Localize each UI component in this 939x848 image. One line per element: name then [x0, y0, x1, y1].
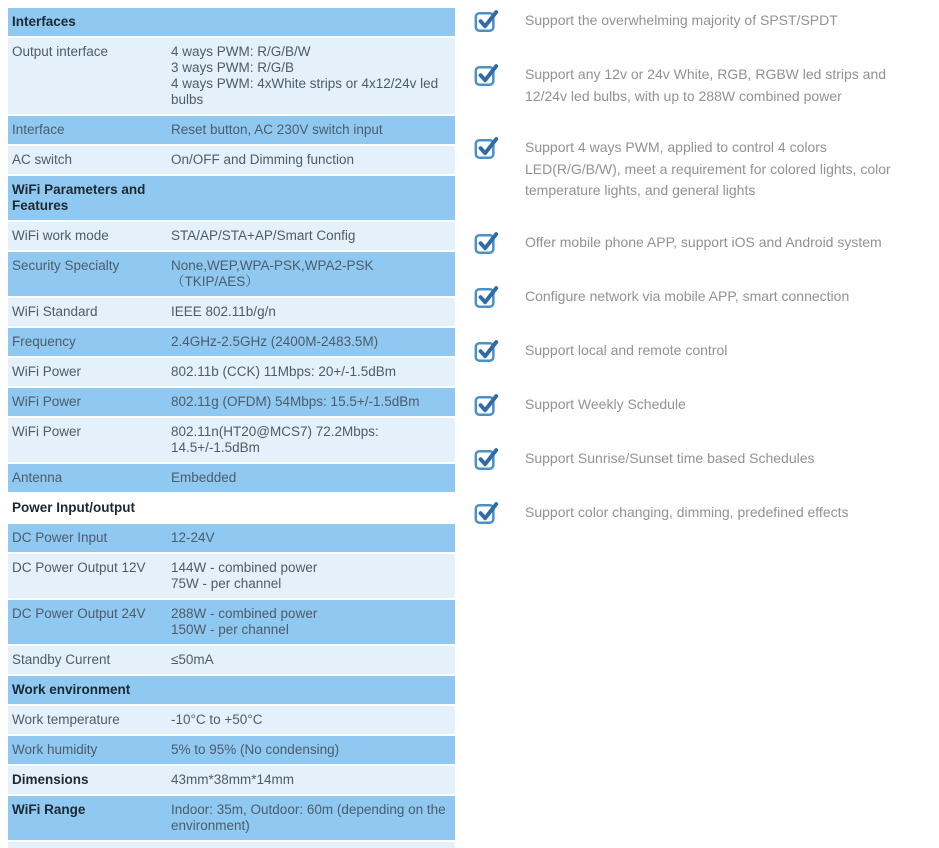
spec-value-line: 144W - combined power	[171, 560, 318, 575]
table-row	[8, 388, 455, 416]
spec-label: DC Power Input	[12, 530, 108, 545]
spec-value-line: None,WEP,WPA-PSK,WPA2-PSK （TKIP/AES）	[171, 258, 374, 289]
spec-label: WiFi Power	[12, 424, 82, 439]
feature-list-item	[473, 62, 939, 107]
table-row	[8, 328, 455, 356]
spec-label: Work temperature	[12, 712, 120, 727]
checked-checkbox-icon	[473, 446, 499, 472]
spec-value	[171, 424, 455, 456]
table-row	[8, 736, 455, 764]
spec-value-line: 12-24V	[171, 530, 215, 545]
spec-value	[171, 742, 455, 758]
spec-value	[171, 802, 455, 834]
spec-label: Antenna	[12, 470, 63, 485]
checked-checkbox-icon	[473, 284, 499, 310]
spec-value-line: 4 ways PWM: R/G/B/W	[171, 44, 311, 59]
spec-value-line: 43mm*38mm*14mm	[171, 772, 295, 787]
checked-checkbox-icon	[473, 8, 499, 34]
table-row	[8, 766, 455, 794]
spec-label: Work humidity	[12, 742, 98, 757]
spec-value	[171, 470, 455, 486]
spec-value-line: 3 ways PWM: R/G/B	[171, 60, 295, 75]
checked-checkbox-icon	[473, 135, 499, 161]
table-row	[8, 222, 455, 250]
spec-value-line: Embedded	[171, 470, 237, 485]
checked-checkbox-icon	[473, 338, 499, 364]
spec-label: Interface	[12, 122, 65, 137]
spec-label: DC Power Output 24V	[12, 606, 146, 621]
table-bottom-sliver	[8, 842, 455, 848]
spec-value	[171, 394, 455, 410]
feature-text: Support Sunrise/Sunset time based Schedules	[525, 449, 815, 466]
feature-list-item	[473, 446, 939, 472]
spec-table	[0, 0, 455, 838]
spec-value	[171, 560, 455, 592]
spec-value	[171, 334, 455, 350]
checked-checkbox-icon	[473, 62, 499, 88]
table-row	[8, 796, 455, 840]
spec-value-line: STA/AP/STA+AP/Smart Config	[171, 228, 356, 243]
table-row	[8, 252, 455, 296]
spec-label: WiFi Range	[12, 802, 86, 817]
feature-list-item	[473, 392, 939, 418]
spec-label: Frequency	[12, 334, 76, 349]
features-list	[455, 0, 939, 838]
feature-list-item	[473, 284, 939, 310]
spec-label: Standby Current	[12, 652, 111, 667]
spec-value	[171, 530, 455, 546]
spec-label: WiFi Power	[12, 394, 82, 409]
table-row	[8, 706, 455, 734]
spec-value-line: 802.11b (CCK) 11Mbps: 20+/-1.5dBm	[171, 364, 396, 379]
feature-text: Support the overwhelming majority of SPST/SPDT	[525, 12, 838, 28]
feature-list-item	[473, 135, 939, 202]
feature-text: Offer mobile phone APP, support iOS and Android system	[525, 233, 882, 250]
spec-label: Output interface	[12, 44, 109, 59]
spec-value	[171, 304, 455, 320]
spec-label: Security Specialty	[12, 258, 120, 273]
spec-table-rows	[8, 8, 455, 840]
spec-label: Dimensions	[12, 772, 89, 787]
spec-label: WiFi work mode	[12, 228, 109, 243]
spec-value	[171, 606, 455, 638]
table-row	[8, 116, 455, 144]
spec-label: Interfaces	[12, 14, 76, 29]
spec-value-line: IEEE 802.11b/g/n	[171, 304, 276, 319]
spec-value	[171, 228, 455, 244]
spec-value-line: 802.11n(HT20@MCS7) 72.2Mbps:	[171, 424, 379, 439]
spec-value-line: 150W - per channel	[171, 622, 289, 637]
feature-text: Support color changing, dimming, predefined effects	[525, 503, 849, 520]
spec-label: WiFi Power	[12, 364, 82, 379]
table-row	[8, 418, 455, 462]
spec-label: Power Input/output	[12, 500, 135, 515]
spec-value-line: Indoor: 35m, Outdoor: 60m (depending on the environment)	[171, 802, 446, 833]
spec-value-line: Reset button, AC 230V switch input	[171, 122, 383, 137]
spec-value	[171, 652, 455, 668]
spec-value	[171, 152, 455, 168]
feature-text: Support any 12v or 24v White, RGB, RGBW led strips and 12/24v led bulbs, with up to 288W combined power	[525, 66, 887, 104]
spec-value-line: 802.11g (OFDM) 54Mbps: 15.5+/-1.5dBm	[171, 394, 420, 409]
spec-value-line: ≤50mA	[171, 652, 214, 667]
feature-text: Support local and remote control	[525, 341, 728, 358]
spec-value	[171, 772, 455, 788]
checked-checkbox-icon	[473, 230, 499, 256]
feature-list-item	[473, 500, 939, 526]
table-row	[8, 176, 455, 220]
spec-label: AC switch	[12, 152, 73, 167]
spec-value-line: 14.5+/-1.5dBm	[171, 440, 260, 455]
spec-value	[171, 364, 455, 380]
feature-list-item	[473, 8, 939, 34]
spec-value-line: 2.4GHz-2.5GHz (2400M-2483.5M)	[171, 334, 379, 349]
table-row	[8, 146, 455, 174]
spec-label: WiFi Standard	[12, 304, 98, 319]
table-row	[8, 358, 455, 386]
checked-checkbox-icon	[473, 392, 499, 418]
checked-checkbox-icon	[473, 500, 499, 526]
spec-value-line: -10°C to +50°C	[171, 712, 263, 727]
table-row	[8, 646, 455, 674]
table-row	[8, 298, 455, 326]
table-row	[8, 554, 455, 598]
spec-value	[171, 122, 455, 138]
spec-label: WiFi Parameters and Features	[12, 182, 146, 213]
spec-label: Work environment	[12, 682, 131, 697]
spec-value-line: On/OFF and Dimming function	[171, 152, 355, 167]
spec-label: DC Power Output 12V	[12, 560, 146, 575]
table-row	[8, 8, 455, 36]
feature-list-item	[473, 230, 939, 256]
spec-value-line: 4 ways PWM: 4xWhite strips or 4x12/24v led bulbs	[171, 76, 439, 107]
feature-text: Configure network via mobile APP, smart connection	[525, 287, 850, 304]
spec-value	[171, 44, 455, 108]
spec-value	[171, 712, 455, 728]
spec-value-line: 288W - combined power	[171, 606, 318, 621]
feature-text: Support Weekly Schedule	[525, 395, 686, 412]
table-row	[8, 464, 455, 492]
feature-list-item	[473, 338, 939, 364]
table-row	[8, 600, 455, 644]
table-row	[8, 524, 455, 552]
spec-value-line: 5% to 95% (No condensing)	[171, 742, 340, 757]
spec-value	[171, 258, 455, 290]
table-row	[8, 676, 455, 704]
table-row	[8, 38, 455, 114]
feature-text: Support 4 ways PWM, applied to control 4 colors LED(R/G/B/W), meet a requirement for colored lights, color temperature lights, and general lights	[525, 139, 891, 198]
spec-value-line: 75W - per channel	[171, 576, 282, 591]
table-row	[8, 494, 455, 522]
